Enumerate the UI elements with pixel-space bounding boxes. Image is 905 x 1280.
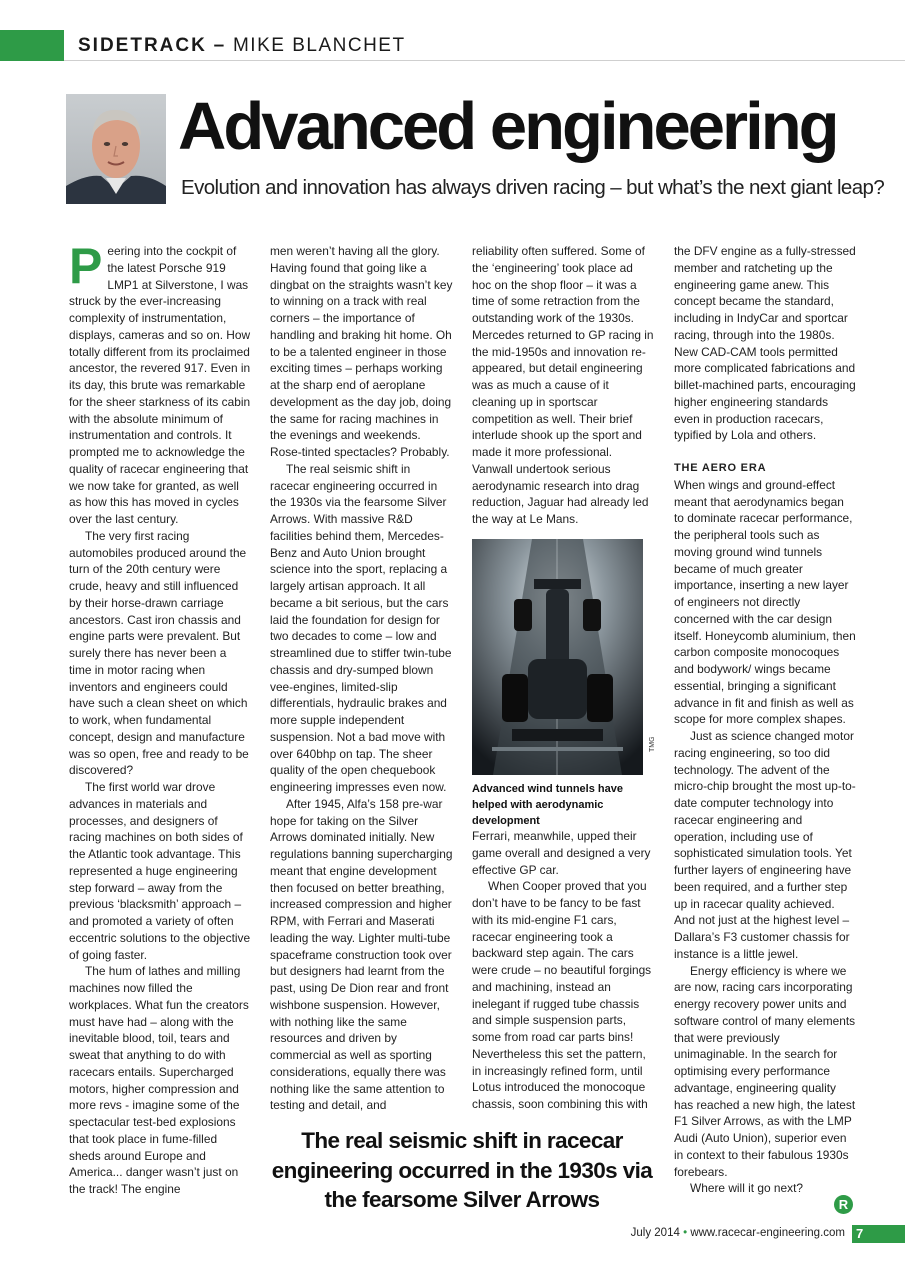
paragraph (69, 238, 252, 528)
photo-credit: TMG (649, 736, 656, 752)
section-separator: – (213, 35, 227, 56)
paragraph: Where will it go next? (690, 1181, 804, 1196)
paragraph: Energy efficiency is where we are now, racing cars incorporating energy recovery power units and software control of many elements that were previously unimaginable. In the search for optimising every performance advantage, engineering quality has reached a new high, the latest F1 Silver Arrows, as with the LMP Audi (Auto Union), superior even in context to their fabulous 1930s forebears. (674, 963, 856, 1179)
pull-quote: The real seismic shift in racecar engineering occurred in the 1930s via the fearsome Silver Arrows (271, 1128, 653, 1212)
page-number: 7 (852, 1225, 905, 1243)
website-link[interactable]: www.racecar-engineering.com (690, 1227, 845, 1239)
header-rule (64, 60, 905, 61)
dropcap: P (69, 238, 103, 294)
footer-bullet: • (683, 1227, 688, 1239)
paragraph: The first world war drove advances in materials and processes, and designers of racing machines on both sides of the Atlantic took advantage. This represented a huge engineering step forward – away from the previous ‘blacksmith’ approach – and promoted a variety of often eccentric solutions to the objective of going faster. (69, 780, 251, 962)
paragraph: The very first racing automobiles produced around the turn of the 20th century were crude, heavy and still influenced by their horse-drawn carriage ancestors. Cast iron chassis and engine parts were prevalent. But surely there has never been a time in motor racing when inventors and engineers could have such a clean sheet on which to work, when fundamental concept, design and manufacture was so open, free and ready to be discovered? (69, 528, 249, 778)
paragraph: The hum of lathes and milling machines now filled the workplaces. What fun the creators must have had – along with the inevitable blood, toil, tears and sweat that anything to do with racecars entails. Supercharged motors, higher compression and more revs - imagine some of the spectacular test-bed explosions that took place in fume-filled sheds around Europe and America... danger wasn’t just on the track! The engine (69, 964, 249, 1196)
paragraph: The real seismic shift in racecar engineering occurred in the 1930s via the fearsome Silver Arrows. With massive R&D facilities behind them, Mercedes-Benz and Auto Union brought science into the sport, replacing a largely artisan approach. It all became a bit serious, but the cars laid the foundation for design for two decades to come – low and streamlined due to stiffer twin-tube chassis and dry-sumped blown vee-engines, limited-slip differentials, hydraulic brakes and more supple independent suspension. Not a bad move with over 640bhp on tap. The sheer quality of the open chequebook engineering impresses even now. (270, 461, 452, 794)
paragraph: reliability often suffered. Some of the ‘engineering’ took place ad hoc on the shop floor – it was a time of some retraction from the outstanding work of the 1930s. Mercedes returned to GP racing in the mid-1950s and innovation re-appeared, but detail engineering was as much a cause of it cleaning up in sportscar competition as well. Their brief interlude shook up the sport and made it more professional. Vanwall undertook serious aerodynamic research into drag reduction, Jaguar had already led the way at Le Mans. (472, 244, 654, 526)
issue-date: July 2014 (630, 1227, 680, 1239)
headline: Advanced engineering (178, 89, 837, 164)
author-name: MIKE BLANCHET (232, 35, 406, 56)
subheading: THE AERO ERA (674, 462, 767, 474)
section-title (78, 35, 406, 57)
paragraph: the DFV engine as a fully-stressed member and ratcheting up the engineering game anew. This concept became the standard, including in IndyCar and sportcar racing, through into the 1980s. New CAD-CAM tools permitted more complicated fabrications and billet-machined parts, encouraging higher engineering standards even in production racecars, typified by Lola and others. (674, 244, 856, 443)
photo-caption: Advanced wind tunnels have helped with aerodynamic development (472, 783, 623, 827)
article-column-2 (270, 243, 453, 1114)
paragraph: When Cooper proved that you don’t have to be fancy to be fast with its mid-engine F1 cars, racecar engineering took a backward step again. The cars were crude – no beautiful forgings and machining, instead an inelegant if rugged tube chassis and simple suspension parts, some from road car parts bins! Nevertheless this set the pattern, in increasingly refined form, until Lotus introduced the monocoque chassis, soon combining this with (472, 879, 652, 1111)
section-header (0, 30, 905, 61)
end-mark-icon: R (834, 1195, 853, 1214)
f1-car-icon (472, 539, 643, 775)
article-column-3 (472, 243, 655, 528)
paragraph: Just as science changed motor racing engineering, so too did technology. The advent of the micro-chip brought the most up-to-date computer technology into racecar engineering and operation, including use of sophisticated simulation tools. Yet further layers of engineering have been required, and a further step up in racecar quality achieved. And not just at the highest level – Dallara’s F3 customer chassis for instance is a little jewel. (674, 729, 856, 961)
portrait-icon (66, 94, 166, 204)
article-column-3-continued (472, 828, 655, 1113)
paragraph: Ferrari, meanwhile, upped their game overall and designed a very effective GP car. (472, 829, 651, 877)
paragraph: men weren’t having all the glory. Having found that going like a dingbat on the straights wasn’t key to winning on a track with real corners – the importance of handling and braking hit home. Oh to be a talented engineer in those exciting times – perhaps working at the sharp end of aeroplane development as the day job, doing the same for racing machines in the evenings and weekends. Rose-tinted spectacles? Probably. (270, 244, 453, 459)
page-footer (0, 1225, 905, 1243)
wind-tunnel-photo (472, 539, 643, 775)
article-column-4 (674, 243, 857, 1197)
paragraph: When wings and ground-effect meant that aerodynamics began to dominate racecar performance, the peripheral tools such as moving ground wind tunnels became of much greater importance, inserting a new layer of engineers not directly concerned with the car design itself. Honeycomb aluminium, then carbon composite monocoques and bodywork/ wings became essential, bringing a significant advance in fit and finish as well as scope for more complex shapes. (674, 477, 856, 727)
paragraph-text: eering into the cockpit of the latest Porsche 919 LMP1 at Silverstone, I was struck by the ever-increasing complexity of instrumentation, displays, cameras and so on. How totally different from its proclaimed ancestor, the revered 917. Even in its day, this brute was remarkable for the sheer starkness of its cabin with the absolute minimum of instrumentation and controls. It prompted me to acknowledge the quality of racecar engineering that we now take for granted, as well as how this has moved in cycles over the last century. (69, 244, 251, 526)
author-portrait (66, 94, 166, 204)
section-name: SIDETRACK (78, 35, 207, 56)
header-accent-block (0, 30, 64, 61)
footer-text (631, 1227, 845, 1239)
article-column-1 (69, 238, 252, 1198)
paragraph: After 1945, Alfa’s 158 pre-war hope for taking on the Silver Arrows dominated initially. New regulations banning supercharging meant that engine development then focused on better breathing, increased compression and higher RPM, with Ferrari and Maserati leading the way. Lighter multi-tube spaceframe construction took over but designers had learnt from the past, using De Dion rear and front wishbone suspension. However, with nothing like the same resources and driven by commercial as well as sporting considerations, equally there was nothing like the same attention to testing and detail, and (270, 796, 453, 1113)
standfirst: Evolution and innovation has always driven racing – but what’s the next giant leap? (181, 176, 885, 199)
